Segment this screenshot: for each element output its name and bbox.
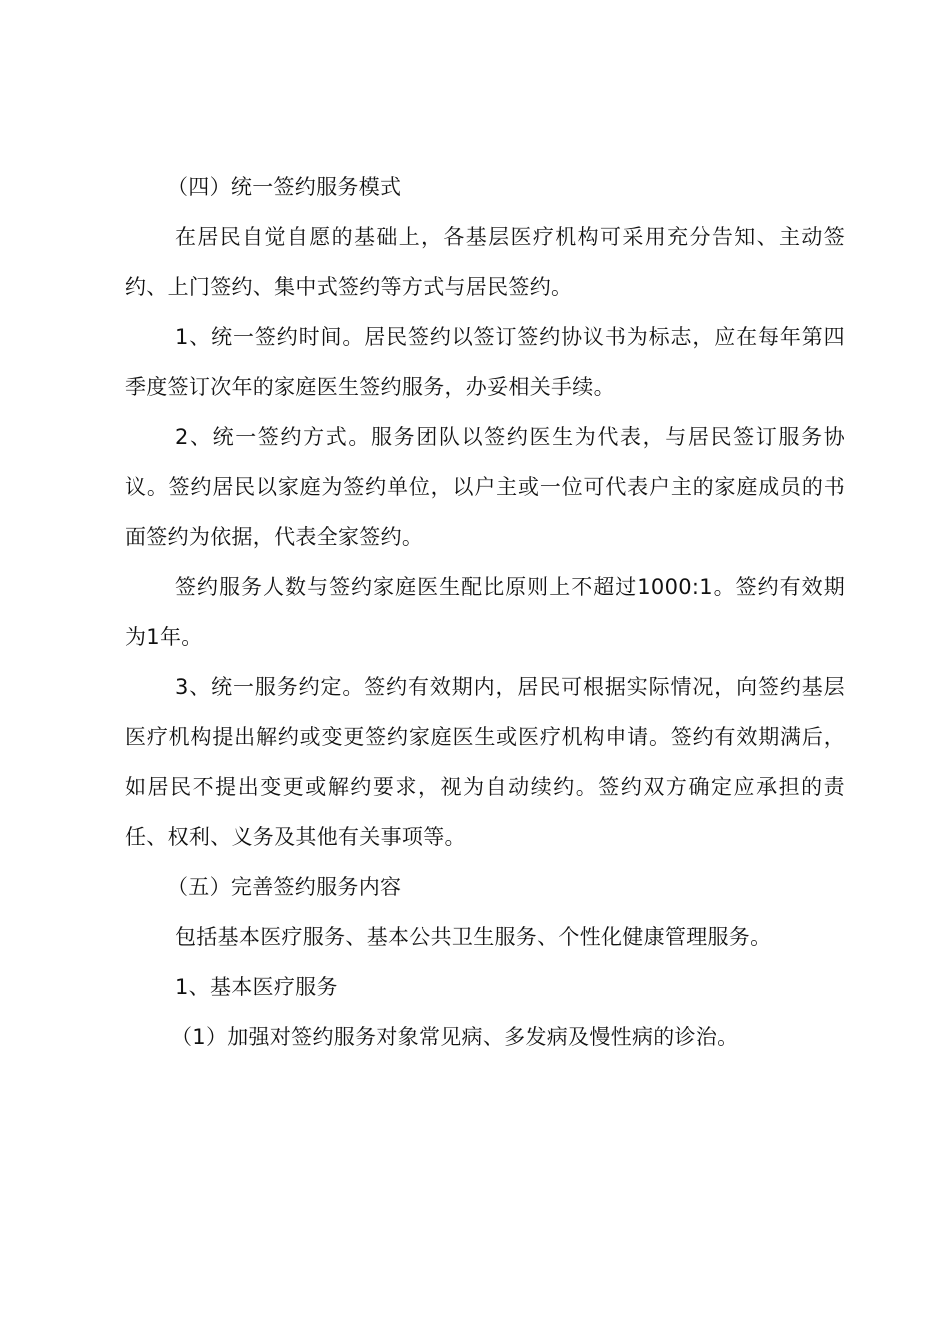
paragraph-ratio: 签约服务人数与签约家庭医生配比原则上不超过1000:1。签约有效期为1年。 [125,575,845,649]
paragraph-intro: 在居民自觉自愿的基础上，各基层医疗机构可采用充分告知、主动签约、上门签约、集中式签约等方式与居民签约。 [125,225,845,299]
section-heading-4: （四）统一签约服务模式 [167,175,402,199]
section-heading-5: （五）完善签约服务内容 [167,875,402,899]
paragraph-subitem-1: （1）加强对签约服务对象常见病、多发病及慢性病的诊治。 [171,1025,739,1049]
paragraph-services-scope: 包括基本医疗服务、基本公共卫生服务、个性化健康管理服务。 [175,925,772,949]
paragraph-item-1: 1、统一签约时间。居民签约以签订签约协议书为标志，应在每年第四季度签订次年的家庭医生签约服务，办妥相关手续。 [125,325,845,399]
document-body [125,162,845,1062]
paragraph-item-2: 2、统一签约方式。服务团队以签约医生为代表，与居民签订服务协议。签约居民以家庭为签约单位，以户主或一位可代表户主的家庭成员的书面签约为依据，代表全家签约。 [125,425,845,549]
paragraph-item-3: 3、统一服务约定。签约有效期内，居民可根据实际情况，向签约基层医疗机构提出解约或变更签约家庭医生或医疗机构申请。签约有效期满后，如居民不提出变更或解约要求，视为自动续约。签约双方确定应承担的责任、权利、义务及其他有关事项等。 [125,675,845,849]
subheading-basic-medical: 1、基本医疗服务 [175,975,338,999]
